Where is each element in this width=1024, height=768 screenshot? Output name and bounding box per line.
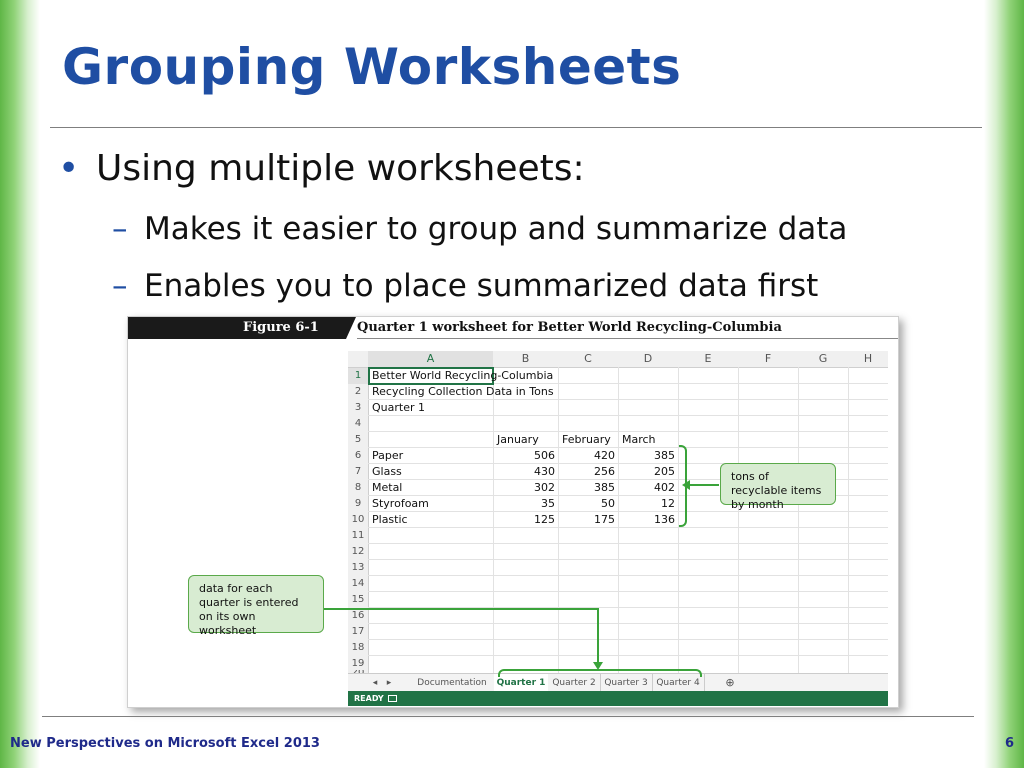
column-header-h[interactable]: H [848, 351, 888, 368]
footer-book-title: New Perspectives on Microsoft Excel 2013 [10, 736, 320, 751]
sub-bullet-text: Makes it easier to group and summarize data [144, 211, 848, 247]
figure-label: Figure 6-1 [243, 320, 319, 335]
cell-item-name[interactable]: Plastic [372, 513, 408, 526]
column-header-e[interactable]: E [678, 351, 738, 368]
row-header[interactable]: 16 [348, 608, 368, 624]
cell-value[interactable]: 125 [534, 513, 555, 526]
cell-item-name[interactable]: Styrofoam [372, 497, 429, 510]
grid-line [368, 591, 888, 592]
status-ready: READY [354, 694, 384, 703]
cell-c5[interactable]: February [562, 433, 611, 446]
row-header[interactable]: 11 [348, 528, 368, 544]
sub-bullet-text: Enables you to place summarized data first [144, 268, 819, 304]
grid-line [368, 559, 888, 560]
cell-value[interactable]: 402 [654, 481, 675, 494]
grid-line [368, 639, 888, 640]
column-header-d[interactable]: D [618, 351, 678, 368]
cell-value[interactable]: 506 [534, 449, 555, 462]
cell-item-name[interactable]: Paper [372, 449, 404, 462]
figure-caption: Quarter 1 worksheet for Better World Recycling-Columbia [357, 320, 782, 335]
cell-value[interactable]: 35 [541, 497, 555, 510]
row-header[interactable]: 2 [348, 384, 368, 400]
macro-record-icon[interactable] [388, 695, 397, 702]
figure-header [128, 317, 898, 339]
cell-a1[interactable]: Better World Recycling-Columbia [372, 369, 554, 382]
grid-line [848, 367, 849, 673]
callout-data-per-quarter: data for each quarter is entered on its own worksheet [188, 575, 324, 633]
cell-value[interactable]: 385 [594, 481, 615, 494]
row-header[interactable]: 3 [348, 400, 368, 416]
bullet-dot: • [58, 148, 80, 189]
row-header[interactable]: 10 [348, 512, 368, 528]
cell-value[interactable]: 205 [654, 465, 675, 478]
row-header[interactable]: 9 [348, 496, 368, 512]
cell-value[interactable]: 175 [594, 513, 615, 526]
sub-bullet-item [112, 211, 847, 247]
add-sheet-icon[interactable]: ⊕ [725, 676, 735, 689]
worksheet [348, 351, 888, 706]
row-header[interactable]: 8 [348, 480, 368, 496]
cell-d5[interactable]: March [622, 433, 656, 446]
column-header-b[interactable]: B [493, 351, 558, 368]
row-header[interactable]: 18 [348, 640, 368, 656]
grid-line [738, 367, 739, 673]
caption-underline [357, 338, 898, 339]
row-header[interactable]: 4 [348, 416, 368, 432]
cell-value[interactable]: 420 [594, 449, 615, 462]
cell-b5[interactable]: January [497, 433, 539, 446]
row-header[interactable]: 1 [348, 368, 368, 384]
select-all-corner[interactable] [348, 351, 368, 368]
tab-scroll-right-icon[interactable]: ▸ [386, 678, 392, 688]
tab-quarter-2[interactable]: Quarter 2 [548, 674, 601, 692]
sub-bullet-dash: – [112, 211, 128, 247]
column-header-g[interactable]: G [798, 351, 848, 368]
tab-documentation[interactable]: Documentation [410, 674, 495, 692]
title-divider [50, 127, 982, 128]
row-header[interactable]: 15 [348, 592, 368, 608]
column-header-c[interactable]: C [558, 351, 618, 368]
left-green-bar [0, 0, 40, 768]
grid-line [368, 543, 888, 544]
cell-value[interactable]: 385 [654, 449, 675, 462]
status-bar [348, 691, 888, 706]
tab-quarter-1[interactable]: Quarter 1 [494, 674, 548, 694]
column-header-f[interactable]: F [738, 351, 798, 368]
grid-line [368, 415, 888, 416]
bullet-text: Using multiple worksheets: [96, 148, 585, 189]
figure-excel-screenshot [127, 316, 899, 708]
cell-item-name[interactable]: Glass [372, 465, 402, 478]
cell-a2[interactable]: Recycling Collection Data in Tons [372, 385, 554, 398]
grid-line [368, 367, 369, 673]
row-header[interactable]: 19 [348, 656, 368, 672]
row-header[interactable]: 13 [348, 560, 368, 576]
cell-item-name[interactable]: Metal [372, 481, 403, 494]
cell-value[interactable]: 12 [661, 497, 675, 510]
cell-value[interactable]: 302 [534, 481, 555, 494]
callout-tons-by-month: tons of recyclable items by month [720, 463, 836, 505]
grid-line [798, 367, 799, 673]
footer-divider [42, 716, 974, 717]
callout-connector-drop [597, 608, 599, 662]
row-header[interactable]: 12 [348, 544, 368, 560]
cell-a3[interactable]: Quarter 1 [372, 401, 425, 414]
tab-quarter-4[interactable]: Quarter 4 [652, 674, 705, 692]
grid-line [368, 655, 888, 656]
row-header[interactable]: 7 [348, 464, 368, 480]
column-header-a[interactable]: A [368, 351, 493, 369]
figure-label-box [128, 317, 346, 339]
row-header[interactable]: 17 [348, 624, 368, 640]
sub-bullet-item [112, 268, 818, 304]
cell-value[interactable]: 136 [654, 513, 675, 526]
row-header[interactable]: 5 [348, 432, 368, 448]
callout-connector-line [324, 608, 599, 610]
slide-title: Grouping Worksheets [62, 38, 682, 96]
right-green-bar [984, 0, 1024, 768]
cell-value[interactable]: 430 [534, 465, 555, 478]
tab-quarter-3[interactable]: Quarter 3 [600, 674, 653, 692]
slide-number: 6 [1004, 736, 1014, 751]
cell-value[interactable]: 256 [594, 465, 615, 478]
row-header[interactable]: 14 [348, 576, 368, 592]
sub-bullet-dash: – [112, 268, 128, 304]
bullet-item [58, 148, 585, 189]
tab-scroll-left-icon[interactable]: ◂ [372, 678, 378, 688]
grid-line [368, 575, 888, 576]
tabs-bracket [498, 669, 702, 677]
grid-line [368, 623, 888, 624]
arrow-left-icon [682, 480, 690, 490]
row-header[interactable]: 6 [348, 448, 368, 464]
callout-arrow-line [687, 484, 719, 486]
figure-label-notch [346, 317, 356, 339]
cell-value[interactable]: 50 [601, 497, 615, 510]
